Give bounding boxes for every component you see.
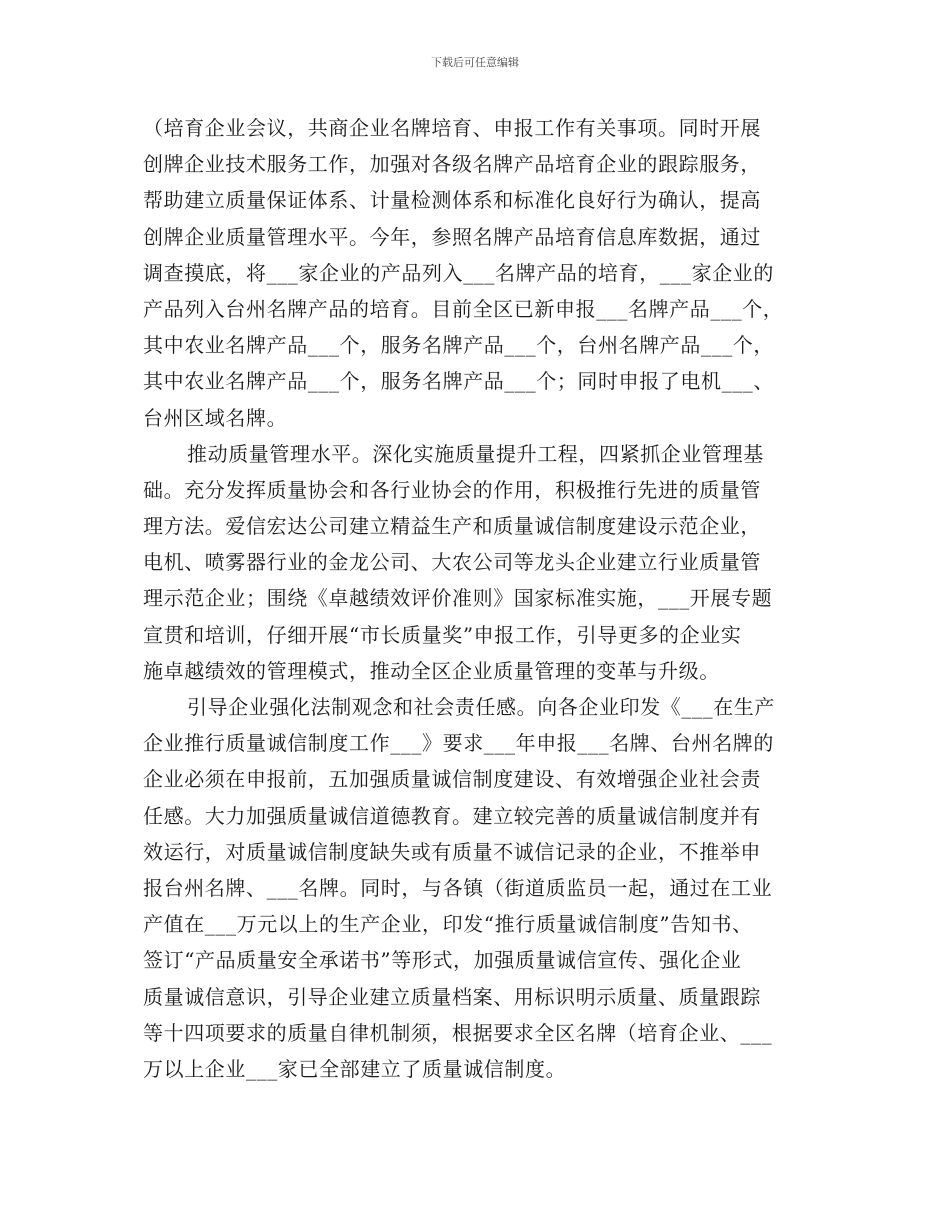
text-line: 理示范企业；围绕《卓越绩效评价准则》国家标准实施，___开展专题	[143, 586, 773, 611]
paragraph	[143, 436, 818, 689]
text-line: 台州区域名牌。	[143, 405, 288, 430]
text-line: 万以上企业___家已全部建立了质量诚信制度。	[143, 1056, 567, 1081]
text-line: 其中农业名牌产品___个，服务名牌产品___个，台州名牌产品___个，	[143, 333, 774, 358]
text-line: 帮助建立质量保证体系、计量检测体系和标准化良好行为确认，提高	[143, 188, 761, 213]
page-header: 下载后可任意编辑	[431, 56, 519, 69]
text-line: 质量诚信意识，引导企业建立质量档案、用标识明示质量、质量跟踪	[143, 984, 761, 1009]
text-line: （培育企业会议，共商企业名牌培育、申报工作有关事项。同时开展	[143, 116, 761, 140]
text-line: 等十四项要求的质量自律机制须，根据要求全区名牌（培育企业、___	[143, 1020, 773, 1045]
text-line: 企业推行质量诚信制度工作___》要求___年申报___名牌、台州名牌的	[143, 731, 774, 756]
text-line: 电机、喷雾器行业的金龙公司、大农公司等龙头企业建立行业质量管	[143, 550, 761, 575]
text-line: 理方法。爱信宏达公司建立精益生产和质量诚信制度建设示范企业，	[143, 514, 761, 539]
paragraph	[143, 689, 818, 1087]
text-line: 施卓越绩效的管理模式，推动全区企业质量管理的变革与升级。	[143, 658, 720, 683]
paragraph	[143, 110, 818, 436]
text-line: 宣贯和培训，仔细开展“市长质量奖”申报工作，引导更多的企业实	[143, 622, 742, 647]
text-line: 效运行，对质量诚信制度缺失或有质量不诚信记录的企业，不推举申	[143, 839, 761, 864]
text-line: 推动质量管理水平。深化实施质量提升工程，四紧抓企业管理基	[187, 441, 764, 466]
text-line: 引导企业强化法制观念和社会责任感。向各企业印发《___在生产	[187, 695, 775, 719]
document-body	[143, 110, 818, 1087]
text-line: 签订“产品质量安全承诺书”等形式，加强质量诚信宣传、强化企业	[143, 948, 742, 973]
text-line: 任感。大力加强质量诚信道德教育。建立较完善的质量诚信制度并有	[143, 803, 761, 828]
text-line: 企业必须在申报前，五加强质量诚信制度建设、有效增强企业社会责	[143, 767, 761, 792]
text-line: 产值在___万元以上的生产企业，印发“推行质量诚信制度”告知书、	[143, 912, 753, 937]
text-line: 其中农业名牌产品___个，服务名牌产品___个；同时申报了电机___、	[143, 369, 774, 394]
text-line: 础。充分发挥质量协会和各行业协会的作用，积极推行先进的质量管	[143, 477, 761, 502]
text-line: 报台州名牌、___名牌。同时，与各镇（街道质监员一起，通过在工业	[143, 875, 773, 900]
text-line: 创牌企业技术服务工作，加强对各级名牌产品培育企业的跟踪服务，	[143, 152, 761, 177]
text-line: 创牌企业质量管理水平。今年，参照名牌产品培育信息库数据，通过	[143, 224, 761, 249]
text-line: 调查摸底，将___家企业的产品列入___名牌产品的培育，___家企业的	[143, 260, 774, 285]
text-line: 产品列入台州名牌产品的培育。目前全区已新申报___名牌产品___个，	[143, 296, 784, 321]
